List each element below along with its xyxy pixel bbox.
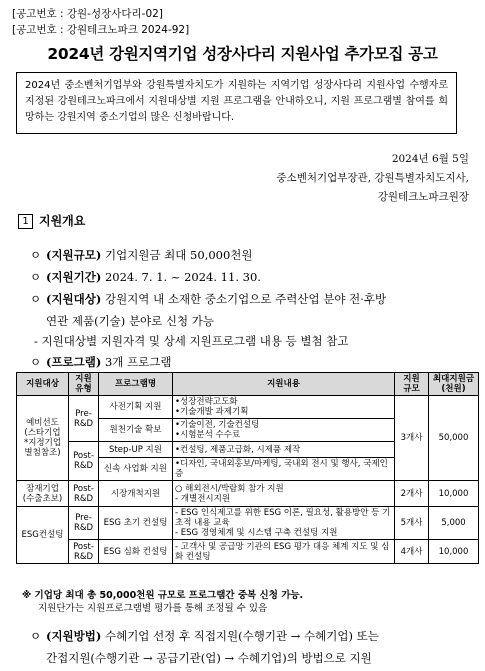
item-scale — [30, 248, 253, 262]
amount-cell: 5,000 — [429, 507, 479, 540]
item-text: 강원지역 내 소재한 중소기업으로 주력산업 분야 전·후방 — [101, 292, 387, 306]
item-method — [30, 629, 379, 643]
program-name-cell: ESG 심화 컨설팅 — [99, 540, 173, 564]
col-header: 프로그램명 — [99, 373, 173, 396]
content-cell: •기술이전, 기술컨설팅 •시험분석 수수료 — [173, 419, 395, 442]
program-name-cell: 사전기획 지원 — [99, 396, 173, 419]
item-text: 기업지원금 최대 50,000천원 — [101, 248, 253, 262]
program-name-cell: Step-UP 지원 — [99, 442, 173, 458]
content-cell: ○ 해외전시/박람회 참가 지원 - 개별전시지원 — [173, 481, 395, 507]
content-cell: - 고객사 및 공급망 기관의 ESG 평가 대응 체계 지도 및 심화 컨설팅 — [173, 540, 395, 564]
amount-cell: 10,000 — [429, 481, 479, 507]
item-text: 수혜기업 선정 후 직접지원(수행기관 → 수혜기업) 또는 — [101, 629, 379, 643]
announcement-number-1: [공고번호 : 강원-성장사다리-02] — [12, 8, 163, 20]
page-title: 2024년 강원지역기업 성장사다리 지원사업 추가모집 공고 — [47, 45, 438, 63]
program-table — [16, 372, 479, 564]
intro-box — [16, 72, 457, 134]
content-cell: •디자인, 국내외홍보/마케팅, 국내외 전시 및 행사, 국제인증 — [173, 458, 395, 481]
note-line-2: 지원단가는 지원프로그램별 평가를 통해 조정될 수 있음 — [38, 603, 268, 614]
issuer-line-2: 강원테크노파크원장 — [377, 191, 469, 203]
item-text: 2024. 7. 1. ~ 2024. 11. 30. — [101, 270, 261, 284]
table-row — [17, 507, 479, 540]
note-emphasis: ※ 기업당 최대 총 50,000천원 규모로 프로그램간 중복 신청 가능. — [22, 590, 304, 601]
bullet-icon: ㅇ — [30, 270, 42, 284]
col-header: 최대지원금 (천원) — [429, 373, 479, 396]
note-line-1 — [22, 590, 303, 602]
item-target-sub: - 지원대상별 지원자격 및 상세 지원프로그램 내용 등 별첨 참고 — [34, 334, 349, 348]
section-title: 지원개요 — [39, 214, 86, 228]
col-header: 지원 유형 — [69, 373, 99, 396]
announcement-number-2: [공고번호 : 강원테크노파크 2024-92] — [12, 24, 190, 36]
type-cell: Post- R&D — [69, 540, 99, 564]
program-name-cell: 시장개척지원 — [99, 481, 173, 507]
type-cell: Pre- R&D — [69, 507, 99, 540]
section-number: 1 — [18, 214, 33, 229]
program-name-cell: 신속 사업화 지원 — [99, 458, 173, 481]
program-name-cell: 원천기술 확보 — [99, 419, 173, 442]
item-key: (지원규모) — [46, 248, 102, 262]
scale-cell: 5개사 — [395, 507, 429, 540]
item-target-cont: 연관 제품(기술) 분야로 신청 가능 — [46, 314, 215, 328]
bullet-icon: ㅇ — [30, 355, 42, 369]
type-cell: Post- R&D — [69, 442, 99, 481]
table-row — [17, 396, 479, 419]
announcement-date: 2024년 6월 5일 — [391, 153, 469, 165]
issuer-line-1: 중소벤처기업부장관, 강원특별자치도지사, — [276, 172, 469, 184]
section-heading — [18, 212, 85, 229]
target-cell: ESG컨설팅 — [17, 507, 69, 564]
content-cell: - ESG 인식제고를 위한 ESG 이론, 필요성, 활용방안 등 기초적 내용 교육 - ESG 경영체계 및 시스템 구축 컨설팅 지원 — [173, 507, 395, 540]
type-cell: Post- R&D — [69, 481, 99, 507]
item-target — [30, 292, 386, 306]
item-period — [30, 270, 261, 284]
bullet-icon: ㅇ — [30, 629, 42, 643]
col-header: 지원 규모 — [395, 373, 429, 396]
scale-cell: 4개사 — [395, 540, 429, 564]
type-cell: Pre- R&D — [69, 396, 99, 442]
item-key: (프로그램) — [46, 355, 102, 369]
table-header-row — [17, 373, 479, 396]
target-cell: 예비선도 (스타기업 *지정기업 별첨참조) — [17, 396, 69, 481]
scale-cell: 3개사 — [395, 396, 429, 481]
item-text: 3개 프로그램 — [101, 355, 172, 369]
scale-cell: 2개사 — [395, 481, 429, 507]
content-cell: •컨설팅, 제품고급화, 시제품 제작 — [173, 442, 395, 458]
table-row — [17, 540, 479, 564]
amount-cell: 50,000 — [429, 396, 479, 481]
target-cell: 잠재기업 (수출초보) — [17, 481, 69, 507]
bullet-icon: ㅇ — [30, 292, 42, 306]
item-key: (지원방법) — [46, 629, 102, 643]
program-name-cell: ESG 초기 컨설팅 — [99, 507, 173, 540]
table-row — [17, 481, 479, 507]
intro-text: 2024년 중소벤처기업부와 강원특별자치도가 지원하는 지역기업 성장사다리 지원사업 수행자로 지정된 강원테크노파크에서 지원대상별 지원 프로그램을 안내하오니, 지원 프로그램별 참여를 희망하는 강원지역 중소기업의 많은 신청바랍니다. — [25, 80, 448, 123]
col-header: 지원내용 — [173, 373, 395, 396]
bullet-icon: ㅇ — [30, 248, 42, 262]
col-header: 지원대상 — [17, 373, 69, 396]
item-program — [30, 355, 172, 369]
content-cell: •성장전략고도화 •기술개발 과제기획 — [173, 396, 395, 419]
item-method-cont: 간접지원(수행기관 → 공급기관(업) → 수혜기업)의 방법으로 지원 — [46, 651, 372, 665]
item-key: (지원기간) — [46, 270, 102, 284]
amount-cell: 10,000 — [429, 540, 479, 564]
item-key: (지원대상) — [46, 292, 102, 306]
